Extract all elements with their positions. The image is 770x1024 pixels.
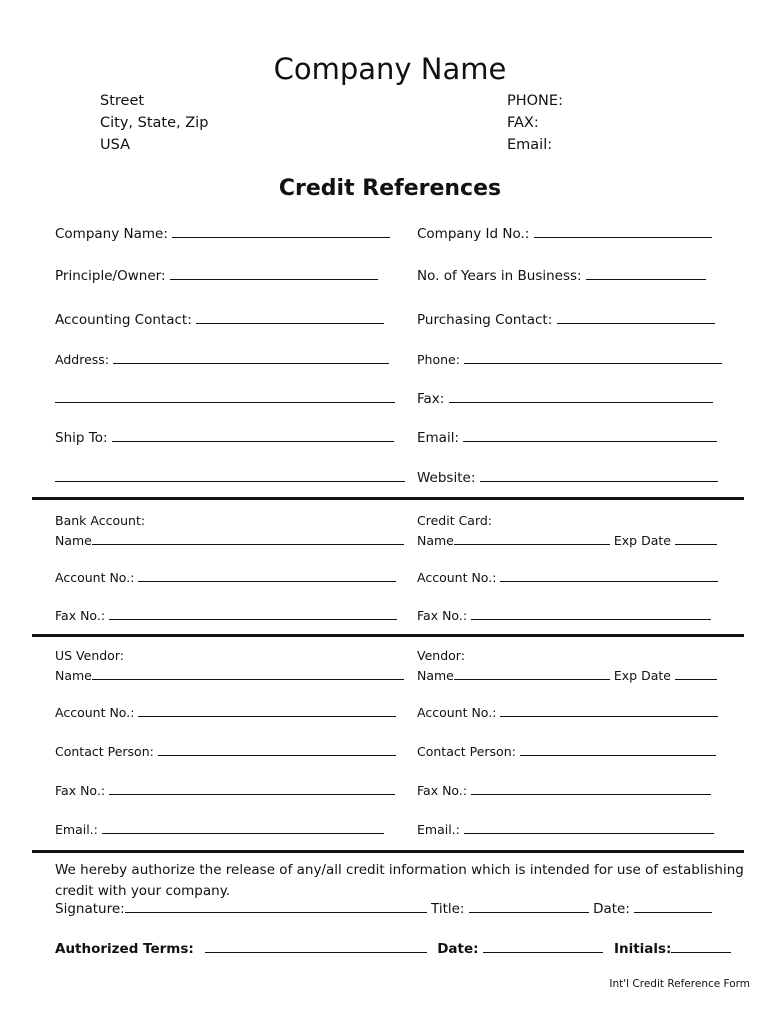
- vendor-account-no-field[interactable]: [417, 705, 718, 720]
- email-line[interactable]: [463, 430, 717, 442]
- ship-to-line[interactable]: [112, 430, 394, 442]
- fax-label-field: Fax:: [417, 391, 445, 407]
- ship-to-field[interactable]: [55, 430, 394, 446]
- credit-card-fax-no-field[interactable]: [417, 608, 711, 623]
- vendor-email-field[interactable]: [417, 822, 714, 837]
- title-line[interactable]: [469, 901, 589, 913]
- authorized-terms-label: Authorized Terms:: [55, 941, 194, 957]
- vendor-contact-line[interactable]: [520, 744, 716, 756]
- years-in-business-label: No. of Years in Business:: [417, 268, 582, 284]
- us-vendor-account-no-field[interactable]: [55, 705, 396, 720]
- ship-to-line-2-field[interactable]: [55, 470, 405, 486]
- terms-date-label: Date:: [437, 941, 479, 957]
- form-title: Credit References: [278, 176, 502, 201]
- us-vendor-fax-no-label: Fax No.:: [55, 783, 106, 798]
- bank-account-no-field[interactable]: [55, 570, 396, 585]
- phone-label-field: Phone:: [417, 352, 460, 367]
- fax-line[interactable]: [449, 391, 713, 403]
- website-label: Website:: [417, 470, 476, 486]
- vendor-account-no-line[interactable]: [500, 705, 718, 717]
- email-field[interactable]: [417, 430, 717, 446]
- accounting-contact-field[interactable]: [55, 312, 384, 328]
- us-vendor-account-no-line[interactable]: [138, 705, 396, 717]
- bank-fax-no-label: Fax No.:: [55, 608, 106, 623]
- vendor-account-no-label: Account No.:: [417, 705, 497, 720]
- terms-date-line[interactable]: [483, 941, 603, 953]
- purchasing-contact-label: Purchasing Contact:: [417, 312, 553, 328]
- vendor-name-line[interactable]: [454, 668, 610, 680]
- us-vendor-email-field[interactable]: [55, 822, 384, 837]
- us-vendor-fax-no-line[interactable]: [109, 783, 395, 795]
- vendor-contact-field[interactable]: [417, 744, 716, 759]
- section-divider-1: [32, 497, 744, 500]
- accounting-contact-line[interactable]: [196, 312, 384, 324]
- vendor-fax-no-line[interactable]: [471, 783, 711, 795]
- us-vendor-label: US Vendor:: [55, 648, 124, 663]
- vendor-exp-line[interactable]: [675, 668, 717, 680]
- phone-line[interactable]: [464, 352, 722, 364]
- bank-account-no-line[interactable]: [138, 570, 396, 582]
- email-label-field: Email:: [417, 430, 460, 446]
- credit-card-account-no-label: Account No.:: [417, 570, 497, 585]
- us-vendor-name-line[interactable]: [92, 668, 404, 680]
- authorized-terms-line[interactable]: [205, 941, 427, 953]
- street-text: Street: [100, 93, 145, 109]
- address-line[interactable]: [113, 352, 389, 364]
- phone-label: PHONE:: [507, 93, 563, 109]
- website-line[interactable]: [480, 470, 718, 482]
- website-field[interactable]: [417, 470, 718, 486]
- bank-fax-no-line[interactable]: [109, 608, 397, 620]
- credit-card-name-line[interactable]: [454, 533, 610, 545]
- credit-card-name-field[interactable]: [417, 533, 717, 548]
- signature-row[interactable]: [55, 901, 712, 917]
- us-vendor-name-label: Name: [55, 668, 92, 683]
- company-name-field[interactable]: [55, 226, 390, 242]
- purchasing-contact-field[interactable]: [417, 312, 715, 328]
- vendor-name-field[interactable]: [417, 668, 717, 683]
- bank-fax-no-field[interactable]: [55, 608, 397, 623]
- credit-card-exp-label: Exp Date: [613, 533, 671, 548]
- title-label: Title:: [430, 901, 465, 917]
- vendor-fax-no-label: Fax No.:: [417, 783, 468, 798]
- fax-label: FAX:: [507, 115, 539, 131]
- vendor-label: Vendor:: [417, 648, 465, 663]
- vendor-email-line[interactable]: [464, 822, 714, 834]
- city-state-zip-text: City, State, Zip: [100, 115, 209, 131]
- bank-name-field[interactable]: [55, 533, 404, 548]
- us-vendor-contact-label: Contact Person:: [55, 744, 154, 759]
- us-vendor-name-field[interactable]: [55, 668, 404, 683]
- principle-owner-line[interactable]: [170, 268, 378, 280]
- principle-owner-label: Principle/Owner:: [55, 268, 166, 284]
- credit-card-exp-line[interactable]: [675, 533, 717, 545]
- section-divider-3: [32, 850, 744, 853]
- vendor-contact-label: Contact Person:: [417, 744, 516, 759]
- bank-name-label: Name: [55, 533, 92, 548]
- email-label: Email:: [507, 137, 553, 153]
- signature-date-label: Date:: [593, 901, 630, 917]
- authorized-terms-row[interactable]: [55, 941, 731, 957]
- fax-field[interactable]: [417, 391, 713, 407]
- signature-line[interactable]: [125, 901, 427, 913]
- vendor-email-label: Email.:: [417, 822, 460, 837]
- footer-form-name: Int'l Credit Reference Form: [609, 978, 750, 990]
- bank-name-line[interactable]: [92, 533, 404, 545]
- contact-block: [507, 90, 563, 156]
- ship-to-label: Ship To:: [55, 430, 108, 446]
- us-vendor-fax-no-field[interactable]: [55, 783, 395, 798]
- address-field[interactable]: [55, 352, 389, 367]
- initials-label: Initials:: [613, 941, 672, 957]
- address-line-2-field[interactable]: [55, 391, 395, 407]
- company-id-label: Company Id No.:: [417, 226, 530, 242]
- signature-label: Signature:: [55, 901, 125, 917]
- credit-card-name-label: Name: [417, 533, 454, 548]
- us-vendor-contact-line[interactable]: [158, 744, 396, 756]
- vendor-exp-label: Exp Date: [613, 668, 671, 683]
- company-id-line[interactable]: [534, 226, 712, 238]
- vendor-name-label: Name: [417, 668, 454, 683]
- company-name-title: Company Name: [273, 52, 507, 86]
- address-line-2[interactable]: [55, 391, 395, 403]
- years-in-business-field[interactable]: [417, 268, 706, 284]
- company-name-line[interactable]: [172, 226, 390, 238]
- us-vendor-email-line[interactable]: [102, 822, 384, 834]
- initials-line[interactable]: [671, 941, 731, 953]
- credit-card-fax-no-line[interactable]: [471, 608, 711, 620]
- credit-card-account-no-field[interactable]: [417, 570, 718, 585]
- principle-owner-field[interactable]: [55, 268, 378, 284]
- company-id-field[interactable]: [417, 226, 712, 242]
- company-name-label: Company Name:: [55, 226, 168, 242]
- section-divider-2: [32, 634, 744, 637]
- address-block: [100, 90, 208, 156]
- address-label: Address:: [55, 352, 109, 367]
- credit-card-fax-no-label: Fax No.:: [417, 608, 468, 623]
- phone-field[interactable]: [417, 352, 722, 367]
- credit-card-label: Credit Card:: [417, 513, 493, 528]
- us-vendor-email-label: Email.:: [55, 822, 98, 837]
- authorization-text: We hereby authorize the release of any/all credit information which is intended for use of establishing credit with your company.: [55, 862, 744, 899]
- us-vendor-account-no-label: Account No.:: [55, 705, 135, 720]
- bank-account-no-label: Account No.:: [55, 570, 135, 585]
- accounting-contact-label: Accounting Contact:: [55, 312, 192, 328]
- us-vendor-contact-field[interactable]: [55, 744, 396, 759]
- bank-account-label: Bank Account:: [55, 513, 146, 528]
- signature-date-line[interactable]: [634, 901, 712, 913]
- vendor-fax-no-field[interactable]: [417, 783, 711, 798]
- ship-to-line-2[interactable]: [55, 470, 405, 482]
- purchasing-contact-line[interactable]: [557, 312, 715, 324]
- years-in-business-line[interactable]: [586, 268, 706, 280]
- credit-card-account-no-line[interactable]: [500, 570, 718, 582]
- country-text: USA: [100, 137, 131, 153]
